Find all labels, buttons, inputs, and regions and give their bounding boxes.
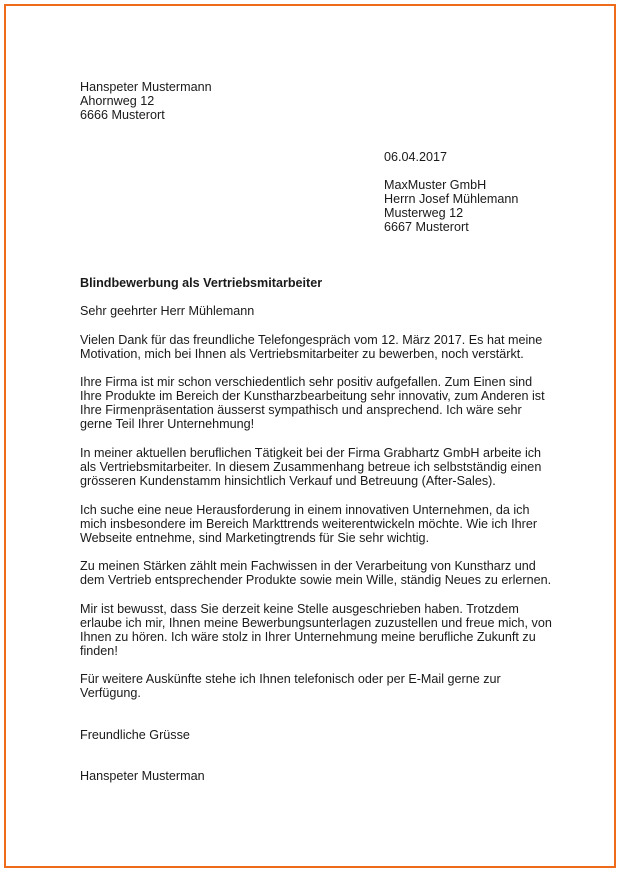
recipient-address: [384, 178, 518, 234]
paragraph-3: [80, 446, 542, 488]
signature-name: Hanspeter Musterman: [80, 769, 205, 783]
paragraph-line: Webseite entnehme, sind Marketingtrends für Sie sehr wichtig.: [80, 531, 430, 545]
paragraph-line: erlaube ich mir, Ihnen meine Bewerbungsunterlagen zuzustellen und freue mich, von: [80, 616, 552, 630]
paragraph-2: [80, 375, 545, 431]
sender-address: [80, 80, 530, 122]
recipient-company: MaxMuster GmbH: [384, 178, 487, 192]
sender-city: 6666 Musterort: [80, 108, 165, 122]
paragraph-line: Zu meinen Stärken zählt mein Fachwissen in der Verarbeitung von Kunstharz und: [80, 559, 536, 573]
paragraph-line: Ihre Firmenpräsentation äusserst sympathisch und ansprechend. Ich wäre sehr: [80, 403, 522, 417]
paragraph-4: [80, 503, 538, 545]
paragraph-line: Ihre Firma ist mir schon verschiedentlich sehr positiv aufgefallen. Zum Einen sind: [80, 375, 533, 389]
paragraph-line: Motivation, mich bei Ihnen als Vertriebsmitarbeiter zu bewerben, noch verstärkt.: [80, 347, 524, 361]
paragraph-line: finden!: [80, 644, 118, 658]
recipient-street: Musterweg 12: [384, 206, 464, 220]
paragraph-7: [80, 672, 530, 700]
paragraph-line: dem Vertrieb entsprechender Produkte sowie mein Wille, ständig Neues zu erlernen.: [80, 573, 552, 587]
paragraph-line: Mir ist bewusst, dass Sie derzeit keine Stelle ausgeschrieben haben. Trotzdem: [80, 602, 519, 616]
paragraph-line: Ihnen zu hören. Ich wäre stolz in Ihrer Unternehmung meine berufliche Zukunft zu: [80, 630, 536, 644]
paragraph-line: Vielen Dank für das freundliche Telefongespräch vom 12. März 2017. Es hat meine: [80, 333, 543, 347]
paragraph-line: Ich suche eine neue Herausforderung in einem innovativen Unternehmen, da ich: [80, 503, 530, 517]
paragraph-line: Ihre Produkte im Bereich der Kunstharzbearbeitung sehr innovativ, zum Anderen ist: [80, 389, 545, 403]
paragraph-line: mich insbesondere im Bereich Markttrends weiterentwickeln möchte. Wie ich Ihrer: [80, 517, 538, 531]
closing-phrase: Freundliche Grüsse: [80, 728, 190, 742]
paragraph-line: In meiner aktuellen beruflichen Tätigkeit bei der Firma Grabhartz GmbH arbeite ich: [80, 446, 542, 460]
letter-date: 06.04.2017: [384, 150, 448, 164]
sender-street: Ahornweg 12: [80, 94, 155, 108]
paragraph-1: [80, 333, 543, 361]
paragraph-5: [80, 559, 552, 587]
recipient-person: Herrn Josef Mühlemann: [384, 192, 519, 206]
paragraph-line: Verfügung.: [80, 686, 141, 700]
salutation: Sehr geehrter Herr Mühlemann: [80, 304, 255, 318]
paragraph-line: als Vertriebsmitarbeiter. In diesem Zusammenhang betreue ich selbstständig einen: [80, 460, 542, 474]
paragraph-line: Für weitere Auskünfte stehe ich Ihnen telefonisch oder per E-Mail gerne zur: [80, 672, 501, 686]
sender-name: Hanspeter Mustermann: [80, 80, 212, 94]
paragraph-line: grösseren Kundenstamm hinsichtlich Verkauf und Betreuung (After-Sales).: [80, 474, 496, 488]
recipient-city: 6667 Musterort: [384, 220, 469, 234]
letter-subject: Blindbewerbung als Vertriebsmitarbeiter: [80, 276, 323, 290]
paragraph-6: [80, 602, 552, 658]
paragraph-line: gerne Teil Ihrer Unternehmung!: [80, 417, 255, 431]
